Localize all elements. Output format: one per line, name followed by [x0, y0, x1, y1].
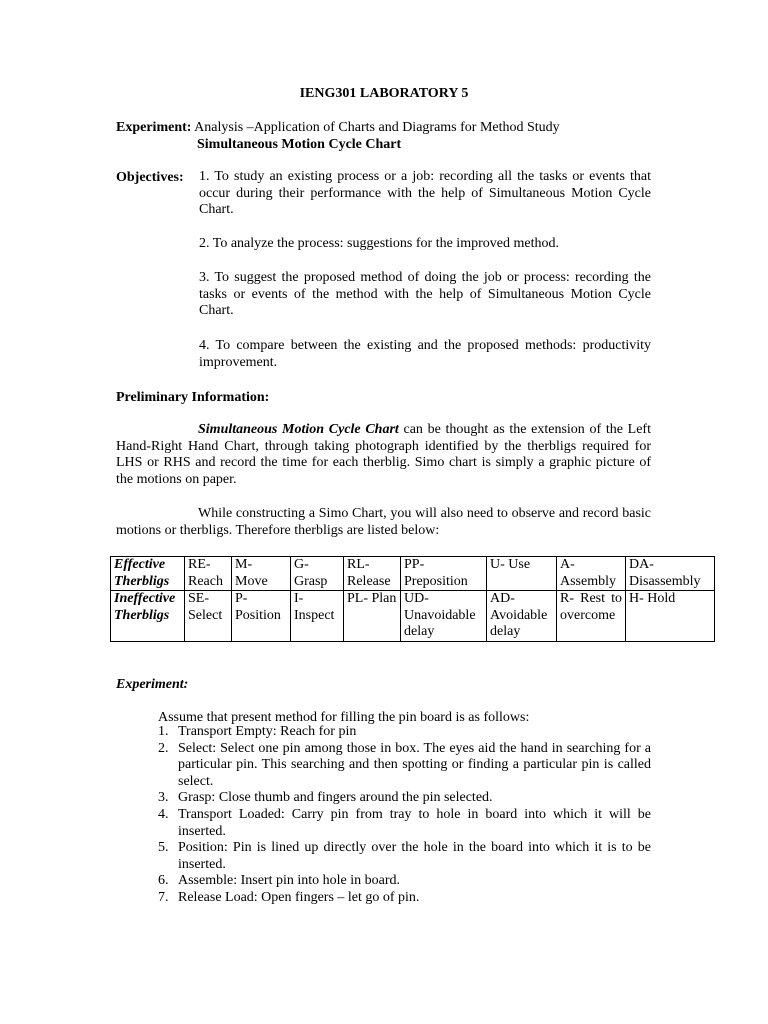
method-steps-list [158, 724, 651, 907]
objectives-label: Objectives: [116, 170, 184, 185]
table-cell: RL- Release [344, 557, 401, 591]
objective-1: 1. To study an existing process or a job: recording all the tasks or events that occur during their performance with the help of Simultaneous Motion Cycle Chart. [199, 169, 651, 218]
table-cell: PL- Plan [344, 591, 401, 642]
ineffective-therbligs-label: Ineffective Therbligs [111, 591, 185, 642]
table-cell: DA- Disassembly [626, 557, 715, 591]
experiment-line [116, 119, 656, 136]
objective-4: 4. To compare between the existing and the proposed methods: productivity improvement. [199, 338, 651, 370]
list-item: 3. Grasp: Close thumb and fingers around the pin selected. [158, 790, 493, 806]
objective-3: 3. To suggest the proposed method of doing the job or process: recording the tasks or events of the method with the help of Simultaneous Motion Cycle Chart. [199, 270, 651, 319]
list-item: 5. Position: Pin is lined up directly over the hole in the board into which it is to be inserted. [158, 840, 651, 872]
table-row-ineffective [111, 591, 715, 642]
table-cell: G- Grasp [291, 557, 344, 591]
table-row-effective [111, 557, 715, 591]
preliminary-paragraph-2 [116, 506, 651, 539]
experiment-label: Experiment: [116, 120, 192, 135]
experiment-text: Analysis –Application of Charts and Diagrams for Method Study [191, 120, 560, 135]
experiment-subtitle: Simultaneous Motion Cycle Chart [197, 137, 402, 152]
effective-therbligs-label: Effective Therbligs [111, 557, 185, 591]
experiment-heading: Experiment: [116, 677, 189, 692]
simo-chart-term: Simultaneous Motion Cycle Chart [198, 422, 399, 437]
table-cell: U- Use [487, 557, 557, 591]
preliminary-paragraph-1-text: can be thought as the extension of the Left Hand-Right Hand Chart, through taking photograph identified by the therbligs required for LHS or RHS and record the time for each therblig. Simo chart is simply a graphic picture of the motions on paper. [116, 422, 651, 487]
table-cell: UD- Unavoidable delay [401, 591, 487, 642]
table-cell: M- Move [232, 557, 291, 591]
table-cell: I- Inspect [291, 591, 344, 642]
table-cell: A- Assembly [557, 557, 626, 591]
table-cell: SE- Select [185, 591, 232, 642]
lab-title: IENG301 LABORATORY 5 [299, 86, 469, 101]
table-cell: H- Hold [626, 591, 715, 642]
table-cell: AD- Avoidable delay [487, 591, 557, 642]
objective-2: 2. To analyze the process: suggestions for the improved method. [199, 236, 559, 251]
preliminary-heading: Preliminary Information: [116, 390, 270, 405]
list-item: 4. Transport Loaded: Carry pin from tray to hole in board into which it will be inserted. [158, 806, 651, 839]
list-item: 7. Release Load: Open fingers – let go of pin. [158, 889, 420, 905]
table-cell: P- Position [232, 591, 291, 642]
list-item: 6. Assemble: Insert pin into hole in board. [158, 873, 401, 889]
list-item: 1. Transport Empty: Reach for pin [158, 724, 357, 739]
preliminary-paragraph-2-text: While constructing a Simo Chart, you will also need to observe and record basic motions or therbligs. Therefore therbligs are listed below: [116, 506, 651, 538]
table-cell: R- Rest to overcome [557, 591, 626, 642]
list-item: 2. Select: Select one pin among those in box. The eyes aid the hand in searching for a particular pin. This searching and then spotting or finding a particular pin is called select. [158, 740, 651, 789]
therbligs-table [110, 556, 715, 642]
experiment-intro: Assume that present method for filling the pin board is as follows: [158, 710, 530, 725]
preliminary-paragraph-1 [116, 422, 651, 488]
table-cell: PP- Preposition [401, 557, 487, 591]
table-cell: RE- Reach [185, 557, 232, 591]
